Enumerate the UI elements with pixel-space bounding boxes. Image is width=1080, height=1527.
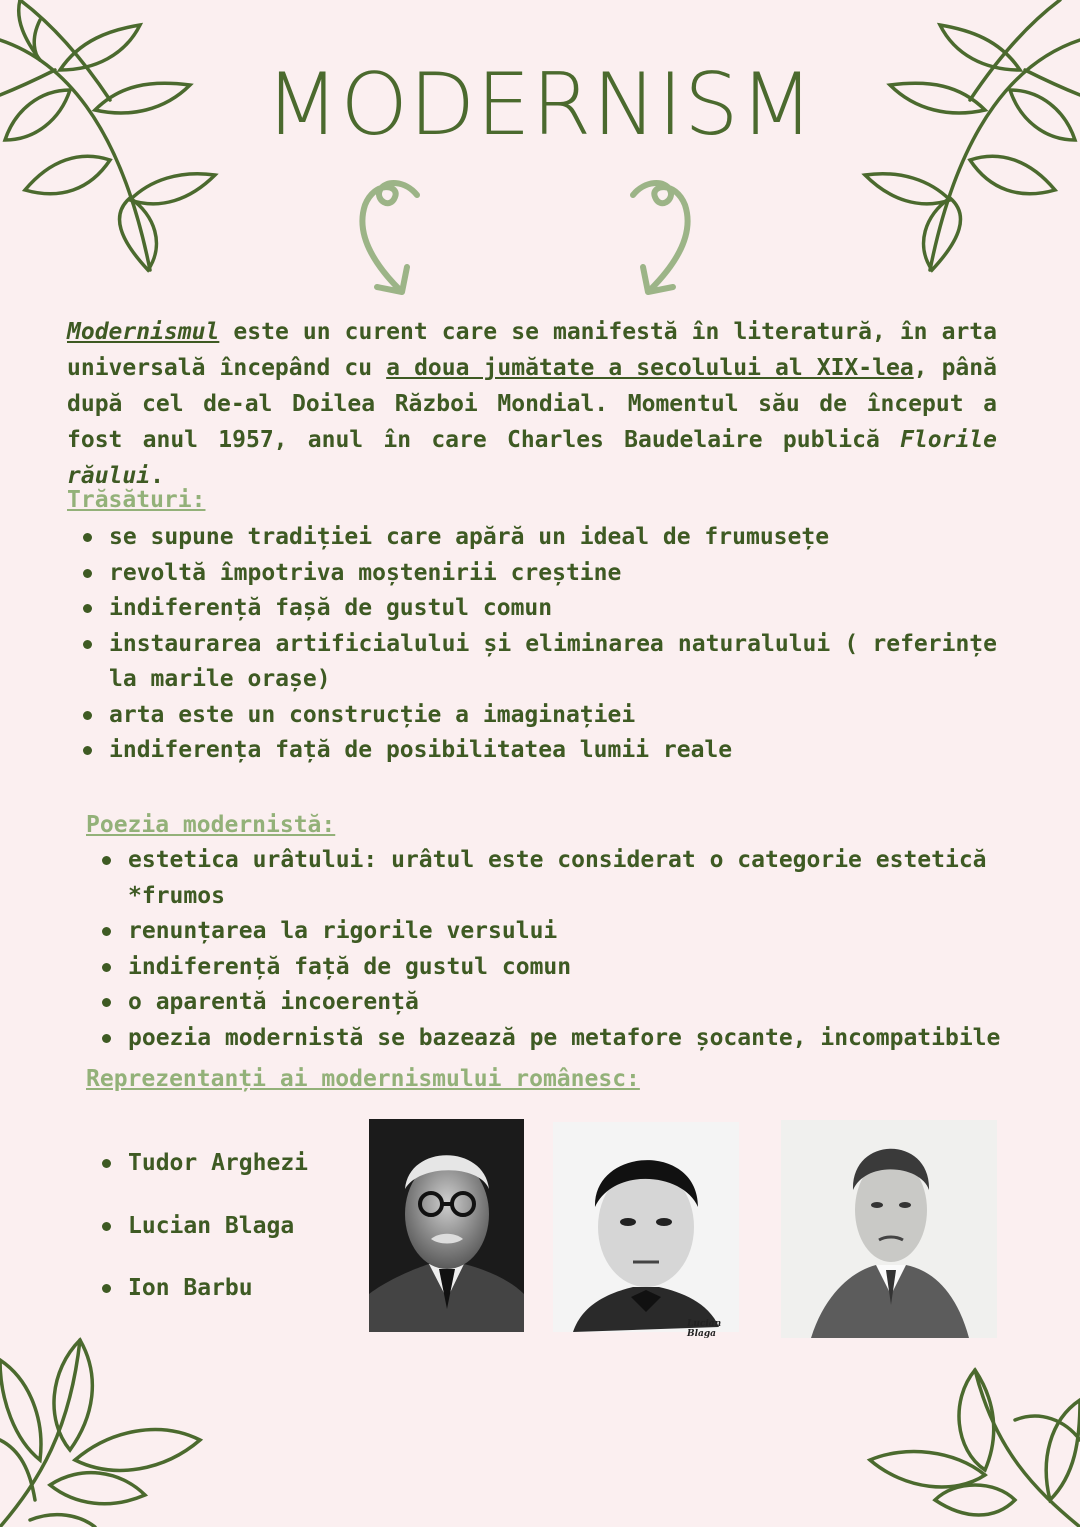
portrait-ion-barbu bbox=[781, 1120, 997, 1338]
intro-period: a doua jumătate a secolului al XIX-lea bbox=[386, 355, 914, 381]
list-item: poezia modernistă se bazează pe metafore șocante, incompatibile bbox=[86, 1021, 1046, 1057]
list-item: se supune tradiției care apără un ideal de frumusețe bbox=[67, 520, 997, 556]
list-item: indiferență fașă de gustul comun bbox=[67, 591, 997, 627]
portrait-tudor-arghezi bbox=[369, 1119, 524, 1332]
leaf-decoration-bottom-left bbox=[0, 1320, 210, 1527]
list-item: Lucian Blaga bbox=[86, 1209, 346, 1245]
intro-text-3: . bbox=[150, 463, 164, 489]
curly-arrow-left-icon bbox=[355, 175, 425, 300]
list-item: instaurarea artificialului și eliminarea naturalului ( referințe la marile orașe) bbox=[67, 627, 997, 698]
traits-list bbox=[67, 520, 997, 769]
intro-text-1: este un curent care se manifestă în literatură, în arta universală începând cu bbox=[67, 319, 997, 381]
intro-text-2: , până după cel de-al Doilea Război Mondial. Momentul său de început a fost anul 1957, anul în care Charles Baudelaire publică bbox=[67, 355, 997, 453]
list-item: estetica urâtului: urâtul este considerat o categorie estetică *frumos bbox=[86, 843, 1046, 914]
list-item: indiferența față de posibilitatea lumii reale bbox=[67, 733, 997, 769]
curly-arrow-right-icon bbox=[625, 175, 695, 300]
poetry-heading: Poezia modernistă: bbox=[86, 812, 336, 838]
portrait-lucian-blaga bbox=[553, 1122, 739, 1339]
list-item: Ion Barbu bbox=[86, 1271, 346, 1307]
intro-term: Modernismul bbox=[67, 319, 220, 345]
intro-paragraph bbox=[67, 314, 997, 494]
poetry-list bbox=[86, 843, 1046, 1056]
intro-book-title: Florile răului bbox=[67, 427, 997, 489]
representatives-list bbox=[86, 1146, 346, 1334]
representatives-heading: Reprezentanți ai modernismului românesc: bbox=[86, 1066, 640, 1092]
list-item: o aparentă incoerență bbox=[86, 985, 1046, 1021]
list-item: arta este un construcție a imaginației bbox=[67, 698, 997, 734]
portrait-caption: Lucian Blaga bbox=[687, 1319, 722, 1339]
traits-heading: Trăsături: bbox=[67, 487, 206, 513]
list-item: indiferență față de gustul comun bbox=[86, 950, 1046, 986]
list-item: Tudor Arghezi bbox=[86, 1146, 346, 1182]
page-title: MODERNISM bbox=[265, 55, 815, 155]
list-item: renunțarea la rigorile versului bbox=[86, 914, 1046, 950]
leaf-decoration-bottom-right bbox=[865, 1360, 1080, 1527]
list-item: revoltă împotriva moștenirii creștine bbox=[67, 556, 997, 592]
